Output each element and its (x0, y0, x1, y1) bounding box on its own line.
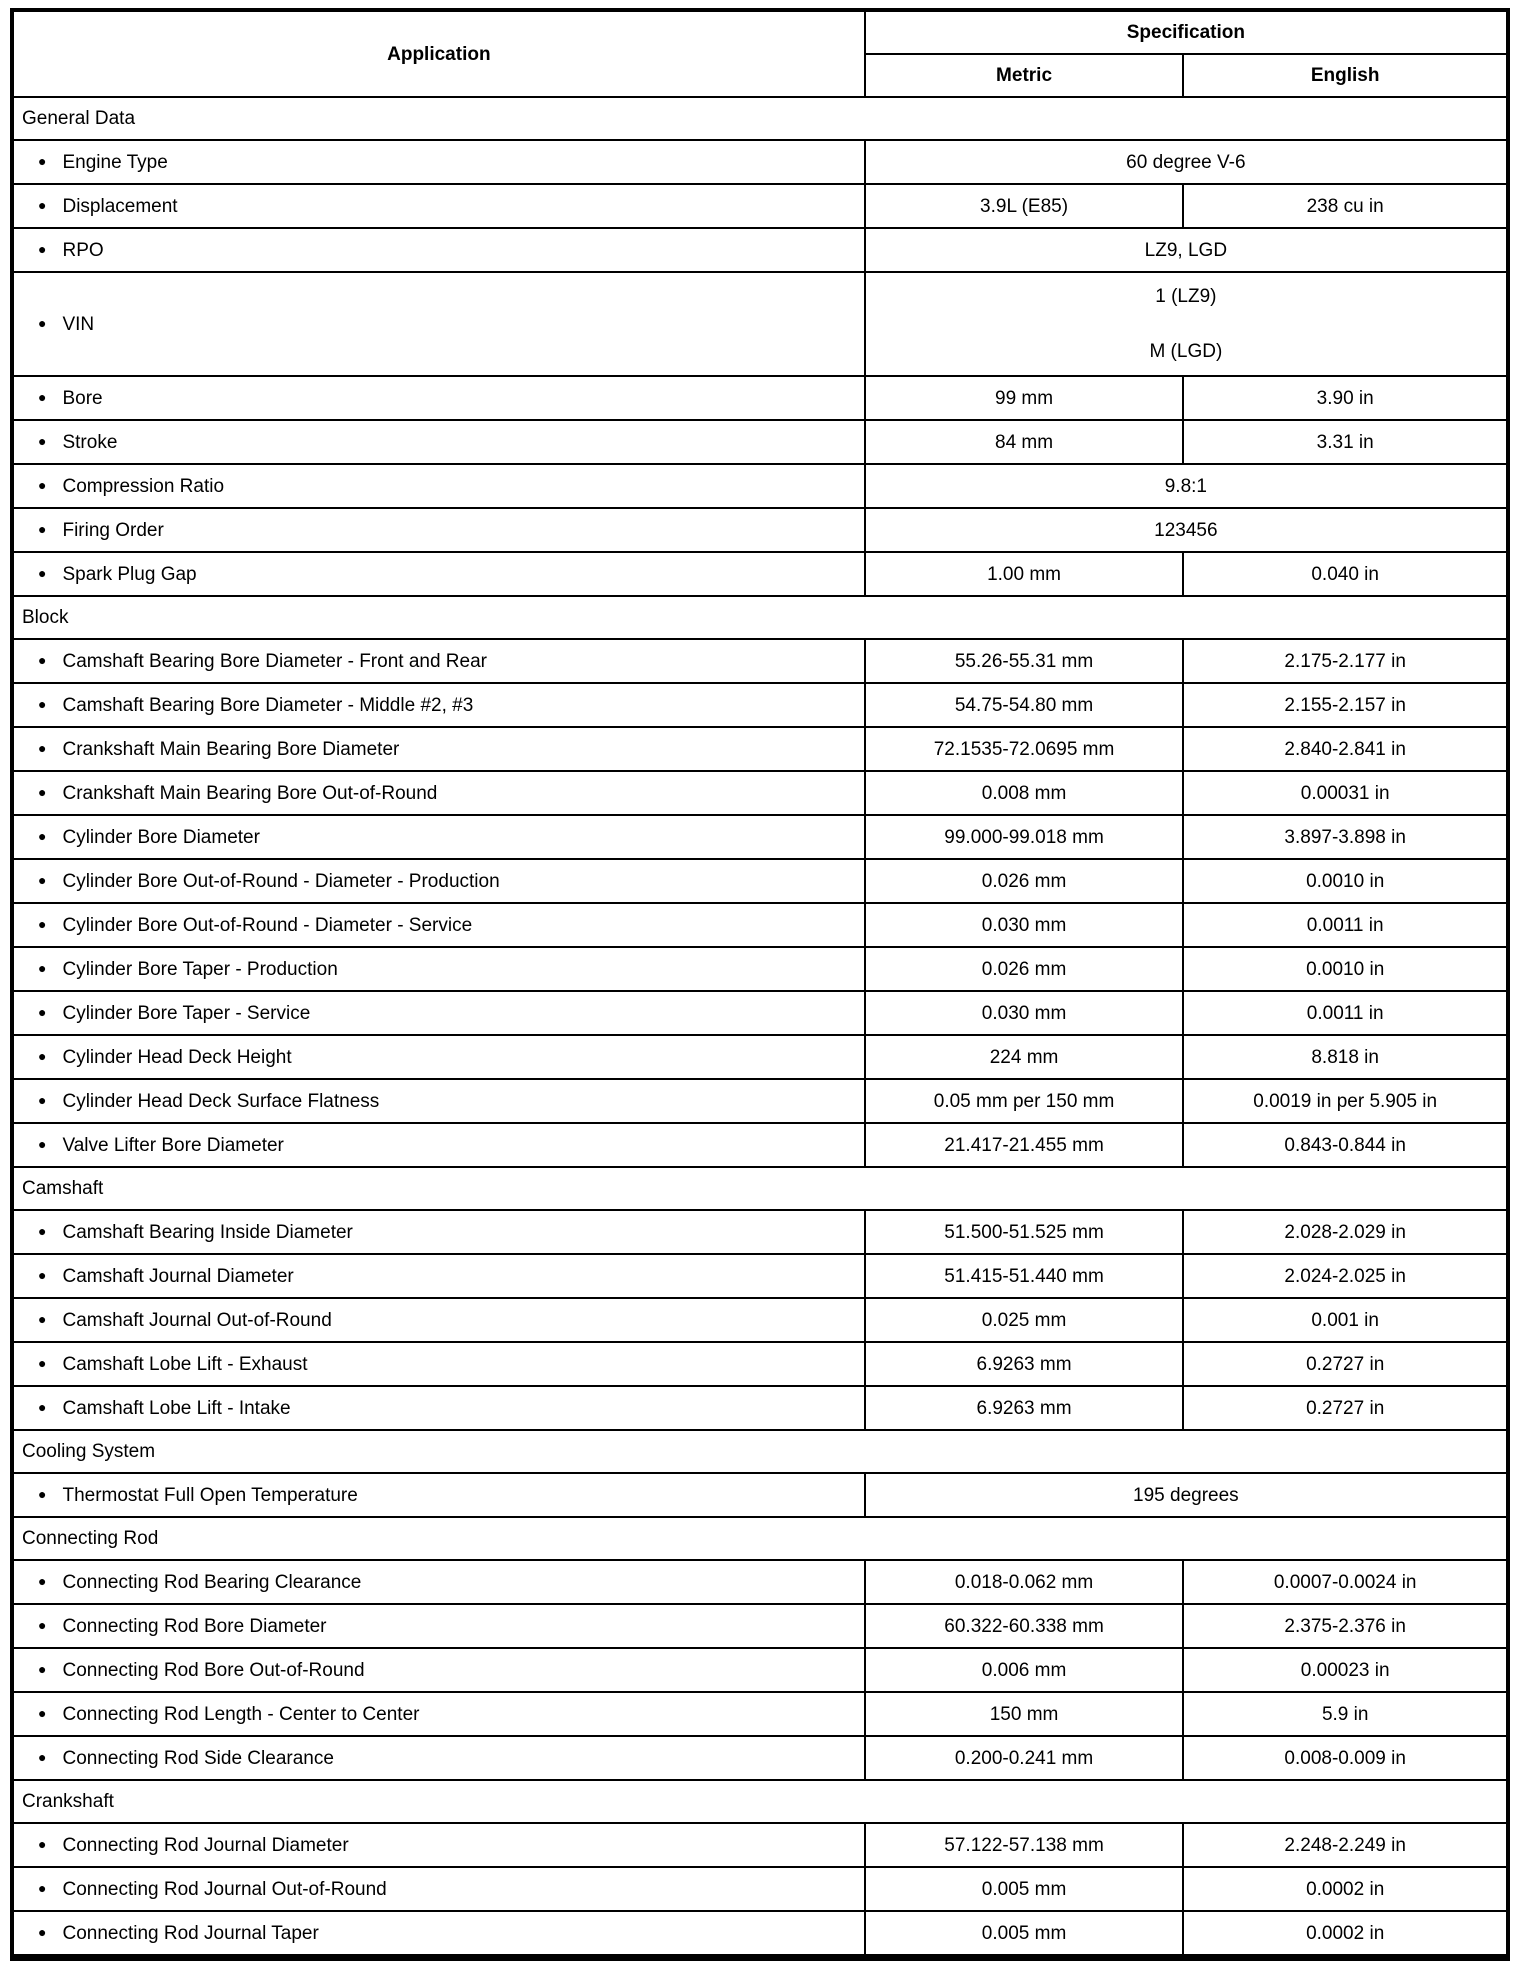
table-row (12, 1342, 1508, 1386)
row-value-english: 0.0010 in (1183, 947, 1508, 991)
row-label-cell (12, 815, 865, 859)
row-value-metric: 99 mm (865, 376, 1184, 420)
bullet-icon: ● (38, 960, 47, 976)
row-value-metric: 0.005 mm (865, 1867, 1184, 1911)
row-label: Camshaft Journal Diameter (62, 1266, 294, 1287)
row-label: Valve Lifter Bore Diameter (62, 1135, 284, 1156)
bullet-icon: ● (38, 1136, 47, 1152)
bullet-icon: ● (38, 1092, 47, 1108)
row-value-english: 0.0011 in (1183, 991, 1508, 1035)
table-row (12, 1386, 1508, 1430)
row-label: Cylinder Bore Out-of-Round - Diameter - Production (62, 871, 500, 892)
table-row (12, 184, 1508, 228)
row-label: Stroke (62, 432, 118, 453)
row-label-cell (12, 552, 865, 596)
row-value-english: 0.008-0.009 in (1183, 1736, 1508, 1780)
row-label-cell (12, 859, 865, 903)
bullet-icon: ● (38, 433, 47, 449)
table-row (12, 508, 1508, 552)
table-row (12, 1254, 1508, 1298)
row-label-cell (12, 184, 865, 228)
row-label-cell (12, 947, 865, 991)
row-label-cell (12, 903, 865, 947)
row-label: Bore (62, 388, 103, 409)
row-value-span (865, 272, 1508, 376)
section-title: Cooling System (12, 1430, 1508, 1473)
section-title: Block (12, 596, 1508, 639)
row-value-english: 0.0002 in (1183, 1867, 1508, 1911)
bullet-icon: ● (38, 197, 47, 213)
table-row (12, 903, 1508, 947)
row-label: Displacement (62, 196, 178, 217)
row-label-cell (12, 639, 865, 683)
bullet-icon: ● (38, 389, 47, 405)
row-value-english: 0.00031 in (1183, 771, 1508, 815)
row-label: Cylinder Bore Taper - Service (62, 1003, 311, 1024)
row-value-span: 60 degree V-6 (865, 140, 1508, 184)
row-value-english: 0.843-0.844 in (1183, 1123, 1508, 1167)
row-value-metric: 60.322-60.338 mm (865, 1604, 1184, 1648)
row-value-metric: 0.005 mm (865, 1911, 1184, 1958)
row-label-cell (12, 228, 865, 272)
col-header-specification: Specification (865, 10, 1508, 54)
row-label-cell (12, 1823, 865, 1867)
bullet-icon: ● (38, 241, 47, 257)
table-row (12, 420, 1508, 464)
col-header-application: Application (12, 10, 865, 97)
bullet-icon: ● (38, 1355, 47, 1371)
bullet-icon: ● (38, 315, 47, 331)
row-value-metric: 0.008 mm (865, 771, 1184, 815)
bullet-icon: ● (38, 740, 47, 756)
row-value-metric: 0.030 mm (865, 991, 1184, 1035)
table-row (12, 1823, 1508, 1867)
row-value-english: 3.31 in (1183, 420, 1508, 464)
row-label: Camshaft Journal Out-of-Round (62, 1310, 332, 1331)
header-row-1 (12, 10, 1508, 54)
row-value-metric: 6.9263 mm (865, 1342, 1184, 1386)
section-header-row (12, 1780, 1508, 1823)
row-value-english: 2.840-2.841 in (1183, 727, 1508, 771)
row-label: Cylinder Bore Out-of-Round - Diameter - Service (62, 915, 473, 936)
row-value-span: 9.8:1 (865, 464, 1508, 508)
section-header-row (12, 1517, 1508, 1560)
row-label: Engine Type (62, 152, 168, 173)
bullet-icon: ● (38, 1705, 47, 1721)
row-value-metric: 3.9L (E85) (865, 184, 1184, 228)
row-value-metric: 54.75-54.80 mm (865, 683, 1184, 727)
row-value-english: 238 cu in (1183, 184, 1508, 228)
row-value-span: 123456 (865, 508, 1508, 552)
row-value-english: 2.028-2.029 in (1183, 1210, 1508, 1254)
bullet-icon: ● (38, 1223, 47, 1239)
row-label: Camshaft Lobe Lift - Intake (62, 1398, 291, 1419)
row-label-cell (12, 1867, 865, 1911)
row-value-english: 2.375-2.376 in (1183, 1604, 1508, 1648)
row-label-cell (12, 1386, 865, 1430)
row-value-line: M (LGD) (1149, 341, 1223, 362)
bullet-icon: ● (38, 1661, 47, 1677)
row-label-cell (12, 376, 865, 420)
table-row (12, 683, 1508, 727)
table-row (12, 771, 1508, 815)
row-label-cell (12, 991, 865, 1035)
section-header-row (12, 596, 1508, 639)
row-value-english: 8.818 in (1183, 1035, 1508, 1079)
table-row (12, 1560, 1508, 1604)
row-label: Connecting Rod Length - Center to Center (62, 1704, 420, 1725)
row-label: Compression Ratio (62, 476, 225, 497)
row-label-cell (12, 420, 865, 464)
bullet-icon: ● (38, 696, 47, 712)
bullet-icon: ● (38, 1399, 47, 1415)
row-label: Connecting Rod Bore Diameter (62, 1616, 327, 1637)
row-label-cell (12, 1210, 865, 1254)
row-value-span: LZ9, LGD (865, 228, 1508, 272)
row-label: Firing Order (62, 520, 164, 541)
bullet-icon: ● (38, 872, 47, 888)
row-label: Cylinder Bore Diameter (62, 827, 260, 848)
row-label: Thermostat Full Open Temperature (62, 1485, 358, 1506)
row-value-metric: 21.417-21.455 mm (865, 1123, 1184, 1167)
row-label: Connecting Rod Bearing Clearance (62, 1572, 362, 1593)
row-value-metric: 57.122-57.138 mm (865, 1823, 1184, 1867)
row-value-english: 5.9 in (1183, 1692, 1508, 1736)
row-label-cell (12, 1692, 865, 1736)
row-value-english: 0.0007-0.0024 in (1183, 1560, 1508, 1604)
bullet-icon: ● (38, 1573, 47, 1589)
row-value-english: 2.024-2.025 in (1183, 1254, 1508, 1298)
section-title: Connecting Rod (12, 1517, 1508, 1560)
row-value-metric: 0.006 mm (865, 1648, 1184, 1692)
table-row (12, 639, 1508, 683)
section-header-row (12, 1167, 1508, 1210)
bullet-icon: ● (38, 784, 47, 800)
row-label: Connecting Rod Journal Out-of-Round (62, 1879, 387, 1900)
row-value-span: 195 degrees (865, 1473, 1508, 1517)
table-header (12, 10, 1508, 97)
section-title: General Data (12, 97, 1508, 140)
row-label: Connecting Rod Side Clearance (62, 1748, 334, 1769)
row-label-cell (12, 464, 865, 508)
row-label: Connecting Rod Journal Taper (62, 1923, 319, 1944)
row-label-cell (12, 1648, 865, 1692)
row-label-cell (12, 508, 865, 552)
row-value-metric: 0.026 mm (865, 859, 1184, 903)
row-value-metric: 99.000-99.018 mm (865, 815, 1184, 859)
row-label-cell (12, 1123, 865, 1167)
bullet-icon: ● (38, 828, 47, 844)
row-label: Cylinder Bore Taper - Production (62, 959, 338, 980)
row-label-cell (12, 272, 865, 376)
row-label-cell (12, 1298, 865, 1342)
row-value-metric: 224 mm (865, 1035, 1184, 1079)
row-label: Crankshaft Main Bearing Bore Out-of-Round (62, 783, 438, 804)
table-row (12, 1123, 1508, 1167)
row-label: Camshaft Bearing Bore Diameter - Middle #2, #3 (62, 695, 474, 716)
row-label-cell (12, 1254, 865, 1298)
table-row (12, 464, 1508, 508)
table-row (12, 1736, 1508, 1780)
row-value-metric: 55.26-55.31 mm (865, 639, 1184, 683)
row-value-english: 0.2727 in (1183, 1386, 1508, 1430)
row-label-cell (12, 1473, 865, 1517)
table-row (12, 228, 1508, 272)
bullet-icon: ● (38, 477, 47, 493)
row-label-cell (12, 1035, 865, 1079)
row-label: Spark Plug Gap (62, 564, 197, 585)
row-label-cell (12, 1560, 865, 1604)
row-value-english: 0.2727 in (1183, 1342, 1508, 1386)
row-label-cell (12, 683, 865, 727)
bullet-icon: ● (38, 1880, 47, 1896)
row-value-metric: 0.030 mm (865, 903, 1184, 947)
table-row (12, 140, 1508, 184)
table-row (12, 1867, 1508, 1911)
bullet-icon: ● (38, 521, 47, 537)
row-value-english: 3.90 in (1183, 376, 1508, 420)
row-label-cell (12, 727, 865, 771)
table-row (12, 1298, 1508, 1342)
bullet-icon: ● (38, 1836, 47, 1852)
row-value-metric: 0.05 mm per 150 mm (865, 1079, 1184, 1123)
row-label-cell (12, 771, 865, 815)
table-row (12, 991, 1508, 1035)
table-row (12, 1911, 1508, 1958)
row-label-cell (12, 1079, 865, 1123)
row-value-line: 1 (LZ9) (1155, 286, 1217, 307)
row-label-cell (12, 140, 865, 184)
row-value-english: 3.897-3.898 in (1183, 815, 1508, 859)
row-value-metric: 0.026 mm (865, 947, 1184, 991)
table-body (12, 97, 1508, 1958)
row-value-metric: 0.025 mm (865, 1298, 1184, 1342)
col-header-english: English (1183, 54, 1508, 97)
row-value-english: 0.001 in (1183, 1298, 1508, 1342)
row-label: Crankshaft Main Bearing Bore Diameter (62, 739, 400, 760)
bullet-icon: ● (38, 1311, 47, 1327)
bullet-icon: ● (38, 916, 47, 932)
row-value-english: 0.00023 in (1183, 1648, 1508, 1692)
table-row (12, 1648, 1508, 1692)
bullet-icon: ● (38, 1486, 47, 1502)
col-header-metric: Metric (865, 54, 1184, 97)
table-row (12, 1079, 1508, 1123)
bullet-icon: ● (38, 1004, 47, 1020)
table-row (12, 376, 1508, 420)
row-label: Cylinder Head Deck Height (62, 1047, 292, 1068)
row-value-metric: 51.500-51.525 mm (865, 1210, 1184, 1254)
row-label: Camshaft Bearing Inside Diameter (62, 1222, 353, 1243)
bullet-icon: ● (38, 1267, 47, 1283)
row-label: Connecting Rod Bore Out-of-Round (62, 1660, 365, 1681)
row-label: Camshaft Bearing Bore Diameter - Front and Rear (62, 651, 487, 672)
bullet-icon: ● (38, 652, 47, 668)
table-row (12, 552, 1508, 596)
row-value-metric: 72.1535-72.0695 mm (865, 727, 1184, 771)
engine-specification-table (10, 8, 1510, 1961)
section-title: Camshaft (12, 1167, 1508, 1210)
row-label-cell (12, 1342, 865, 1386)
row-label: Camshaft Lobe Lift - Exhaust (62, 1354, 308, 1375)
bullet-icon: ● (38, 153, 47, 169)
row-value-metric: 1.00 mm (865, 552, 1184, 596)
row-value-metric: 0.200-0.241 mm (865, 1736, 1184, 1780)
bullet-icon: ● (38, 1617, 47, 1633)
row-label: Cylinder Head Deck Surface Flatness (62, 1091, 380, 1112)
row-value-metric: 84 mm (865, 420, 1184, 464)
table-row (12, 947, 1508, 991)
row-value-english: 2.175-2.177 in (1183, 639, 1508, 683)
table-row (12, 727, 1508, 771)
row-value-metric: 0.018-0.062 mm (865, 1560, 1184, 1604)
bullet-icon: ● (38, 565, 47, 581)
row-value-english: 2.248-2.249 in (1183, 1823, 1508, 1867)
row-value-english: 0.0002 in (1183, 1911, 1508, 1958)
row-label-cell (12, 1604, 865, 1648)
row-value-english: 0.040 in (1183, 552, 1508, 596)
table-row (12, 1473, 1508, 1517)
row-value-english: 2.155-2.157 in (1183, 683, 1508, 727)
row-value-metric: 6.9263 mm (865, 1386, 1184, 1430)
row-label: RPO (62, 240, 104, 261)
row-label-cell (12, 1736, 865, 1780)
table-row (12, 1210, 1508, 1254)
row-value-english: 0.0010 in (1183, 859, 1508, 903)
table-row (12, 1035, 1508, 1079)
table-row (12, 1692, 1508, 1736)
section-header-row (12, 97, 1508, 140)
row-value-metric: 150 mm (865, 1692, 1184, 1736)
table-row (12, 859, 1508, 903)
section-title: Crankshaft (12, 1780, 1508, 1823)
row-value-metric: 51.415-51.440 mm (865, 1254, 1184, 1298)
bullet-icon: ● (38, 1924, 47, 1940)
row-value-english: 0.0019 in per 5.905 in (1183, 1079, 1508, 1123)
table-row (12, 272, 1508, 376)
section-header-row (12, 1430, 1508, 1473)
bullet-icon: ● (38, 1048, 47, 1064)
row-label-cell (12, 1911, 865, 1958)
row-value-english: 0.0011 in (1183, 903, 1508, 947)
bullet-icon: ● (38, 1749, 47, 1765)
table-row (12, 815, 1508, 859)
table-row (12, 1604, 1508, 1648)
row-label: Connecting Rod Journal Diameter (62, 1835, 349, 1856)
row-label: VIN (62, 314, 95, 335)
